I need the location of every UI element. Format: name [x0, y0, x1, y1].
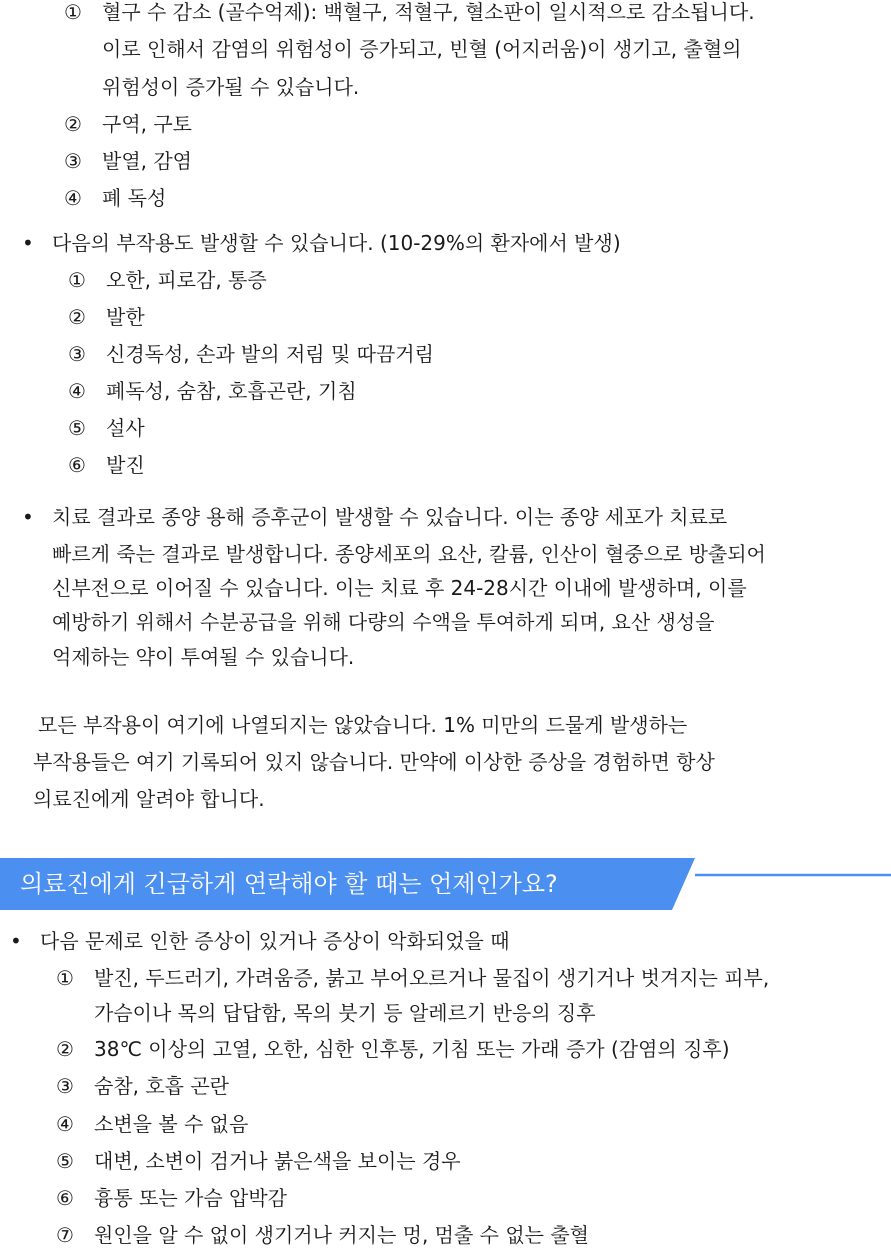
list-item: ④ 폐 독성: [64, 186, 167, 210]
item-number: ①: [64, 0, 82, 24]
bullet-icon: •: [10, 929, 22, 953]
paragraph-line: 빠르게 죽는 결과로 발생합니다. 종양세포의 요산, 칼륨, 인산이 혈중으로 방출되어: [52, 542, 766, 566]
section2-heading: 다음의 부작용도 발생할 수 있습니다. (10-29%의 환자에서 발생): [52, 231, 621, 255]
bullet-icon: •: [22, 231, 34, 255]
list-item: ④ 소변을 볼 수 없음: [56, 1112, 249, 1136]
list-item: ③ 숨참, 호흡 곤란: [56, 1074, 229, 1098]
banner-title: 의료진에게 긴급하게 연락해야 할 때는 언제인가요?: [20, 870, 558, 898]
list-item: ② 구역, 구토: [64, 112, 192, 136]
list-item: ⑥ 발진: [68, 453, 145, 477]
paragraph-line: 부작용들은 여기 기록되어 있지 않습니다. 만약에 이상한 증상을 경험하면 항상: [33, 750, 715, 774]
paragraph-line: 억제하는 약이 투여될 수 있습니다.: [52, 645, 355, 669]
list-item: ① 오한, 피로감, 통증: [68, 268, 267, 292]
list-item-continuation: 이로 인해서 감염의 위험성이 증가되고, 빈혈 (어지러움)이 생기고, 출혈의: [102, 37, 742, 61]
list-item: ③ 신경독성, 손과 발의 저림 및 따끔거림: [68, 342, 434, 366]
list-item: ⑦ 원인을 알 수 없이 생기거나 커지는 멍, 멈출 수 없는 출혈: [56, 1223, 589, 1247]
list-item-continuation: 가슴이나 목의 답답함, 목의 붓기 등 알레르기 반응의 징후: [94, 1001, 596, 1025]
list-item: ⑥ 흉통 또는 가슴 압박감: [56, 1186, 287, 1210]
paragraph-line: 예방하기 위해서 수분공급을 위해 다량의 수액을 투여하게 되며, 요산 생성을: [52, 610, 715, 634]
list-item: ② 발한: [68, 305, 145, 329]
list-item: ② 38℃ 이상의 고열, 오한, 심한 인후통, 기침 또는 가래 증가 (감염의 징후): [56, 1037, 730, 1061]
list-item-continuation: 위험성이 증가될 수 있습니다.: [102, 75, 360, 99]
paragraph-line: 의료진에게 알려야 합니다.: [33, 787, 265, 811]
list-item: ⑤ 대변, 소변이 검거나 붉은색을 보이는 경우: [56, 1149, 461, 1173]
bullet-icon: •: [22, 505, 34, 529]
list-item: ① 혈구 수 감소 (골수억제): 백혈구, 적혈구, 혈소판이 일시적으로 감소됩니다.: [64, 0, 755, 24]
section4-heading: 다음 문제로 인한 증상이 있거나 증상이 악화되었을 때: [40, 929, 510, 953]
list-item: ④ 폐독성, 숨참, 호흡곤란, 기침: [68, 379, 357, 403]
list-item: ⑤ 설사: [68, 416, 145, 440]
paragraph-line: 치료 결과로 종양 용해 증후군이 발생할 수 있습니다. 이는 종양 세포가 치료로: [52, 505, 728, 529]
paragraph-line: 신부전으로 이어질 수 있습니다. 이는 치료 후 24-28시간 이내에 발생하며, 이를: [52, 576, 747, 600]
list-item: ③ 발열, 감염: [64, 149, 192, 173]
paragraph-line: 모든 부작용이 여기에 나열되지는 않았습니다. 1% 미만의 드물게 발생하는: [38, 713, 688, 737]
section-banner: [0, 858, 891, 910]
list-item: ① 발진, 두드러기, 가려움증, 붉고 부어오르거나 물집이 생기거나 벗겨지는 피부,: [56, 966, 770, 990]
